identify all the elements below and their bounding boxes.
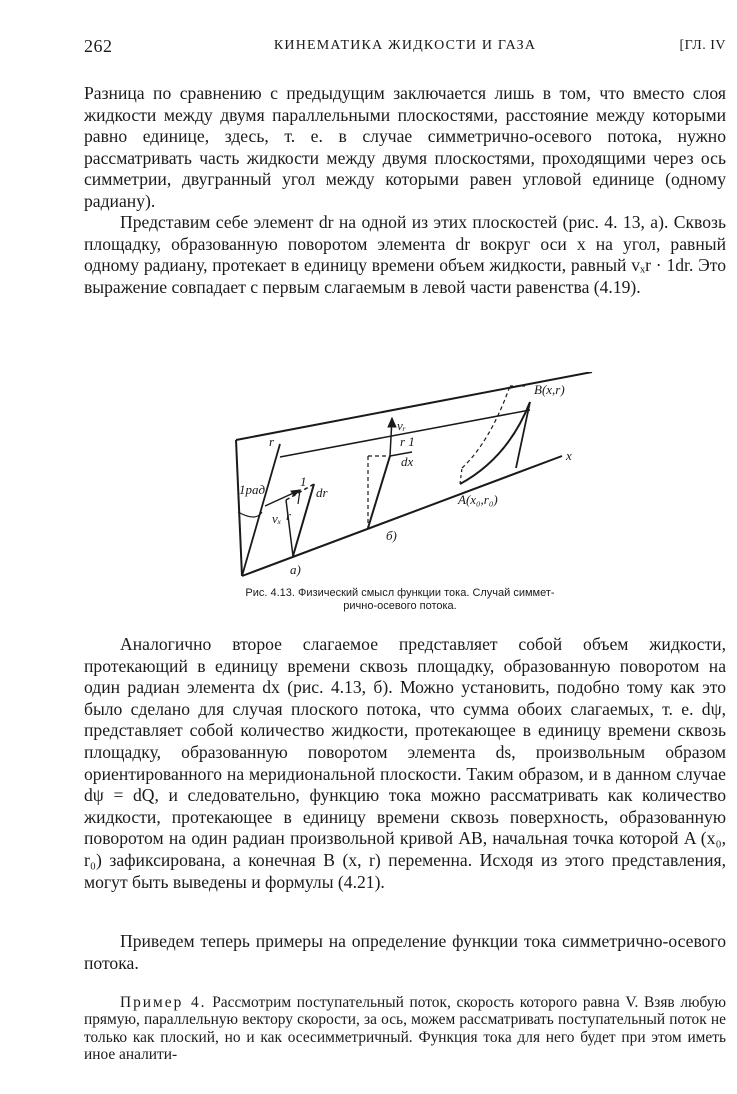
plane-left-edge — [236, 440, 242, 576]
label-vx: vₓ — [272, 511, 282, 526]
label-x-axis: x — [566, 448, 572, 463]
label-dr: dr — [316, 485, 328, 500]
paragraph-3: Аналогично второе слагаемое представляет собой объем жидкости, протекающий в единицу времени сквозь площадку, образованную поворотом на один радиан элемента dx (рис. 4.13, б). Можно установить, подобно тому как это было сделано для случая плоского потока, что сумма обоих слагаемых, т. е. dψ, представляет собой количество жидкости, протекающее в единицу времени сквозь площадку, образованную поворотом элемента ds, произвольным образом ориентированного на меридиональной плоскости. Таким образом, и в данном случае dψ = dQ, и следовательно, функцию тока можно рассматривать как количество жидкости, протекающее в единицу времени сквозь поверхность, образованную поворотом на один радиан произвольной кривой AB, начальная точка которой A (x₀, r₀) зафиксирована, а конечная B (x, r) переменна. Исходя из этого представления, могут быть выведены и формулы (4.21). — [84, 634, 726, 892]
label-rad: 1рад — [239, 482, 266, 497]
label-vr: vᵣ — [397, 418, 406, 433]
label-b: б) — [386, 528, 397, 543]
example-paragraph — [84, 994, 726, 1064]
page-header — [84, 36, 726, 60]
vr-arrowhead — [388, 418, 396, 427]
label-r1: r 1 — [400, 434, 415, 449]
caption-line-2: рично-осевого потока. — [343, 600, 457, 612]
surface-curve-dashed — [462, 386, 510, 468]
chapter-label: [ГЛ. IV — [679, 38, 726, 53]
paragraph-1: Разница по сравнению с предыдущим заключается лишь в том, что вместо слоя жидкости между двумя параллельными плоскостями, расстояние между которыми равно единице, здесь, т. е. в случае симметрично-осевого потока, нужно рассматривать часть жидкости между двумя плоскостями, проходящими через ось симметрии, двугранный угол между которыми равен угловой единице (одному радиану). — [84, 83, 726, 211]
caption-line-1: Рис. 4.13. Физический смысл функции тока. Случай симмет- — [245, 587, 555, 599]
running-title: КИНЕМАТИКА ЖИДКОСТИ И ГАЗА — [273, 38, 537, 53]
label-r-small: r — [286, 508, 292, 523]
example-lead: Пример 4. — [120, 994, 207, 1011]
r-line — [242, 444, 280, 576]
label-a: а) — [290, 562, 301, 577]
element-a-right — [293, 484, 314, 556]
paragraph-4: Приведем теперь примеры на определение функции тока симметрично-осевого потока. — [84, 931, 726, 973]
paragraph-2: Представим себе элемент dr на одной из этих плоскостей (рис. 4. 13, а). Сквозь площадку, образованную поворотом элемента dr вокруг оси x на угол, равный одному радиану, протекает в единицу времени объем жидкости, равный vₓr · 1dr. Это выражение совпадает с первым слагаемым в левой части равенства (4.19). — [84, 212, 726, 297]
figure-caption — [190, 587, 610, 613]
example-text: Рассмотрим поступательный поток, скорость которого равна V. Взяв любую прямую, параллельную вектору скорости, за ось, можем рассматривать поступательный поток не только как плоский, но и как осесимметричный. Функция тока для него будет при этом иметь иное аналити- — [84, 994, 726, 1064]
a-dash — [460, 468, 462, 484]
label-r-axis: r — [269, 434, 275, 449]
label-B: B(x,r) — [534, 382, 565, 397]
figure-4-13 — [190, 372, 610, 587]
label-dx: dx — [401, 454, 414, 469]
element-b-main — [368, 456, 390, 528]
page-number: 262 — [84, 36, 113, 56]
label-A: A(x₀,r₀) — [458, 492, 498, 507]
rad-arc — [238, 512, 262, 517]
label-one: 1 — [300, 474, 307, 489]
